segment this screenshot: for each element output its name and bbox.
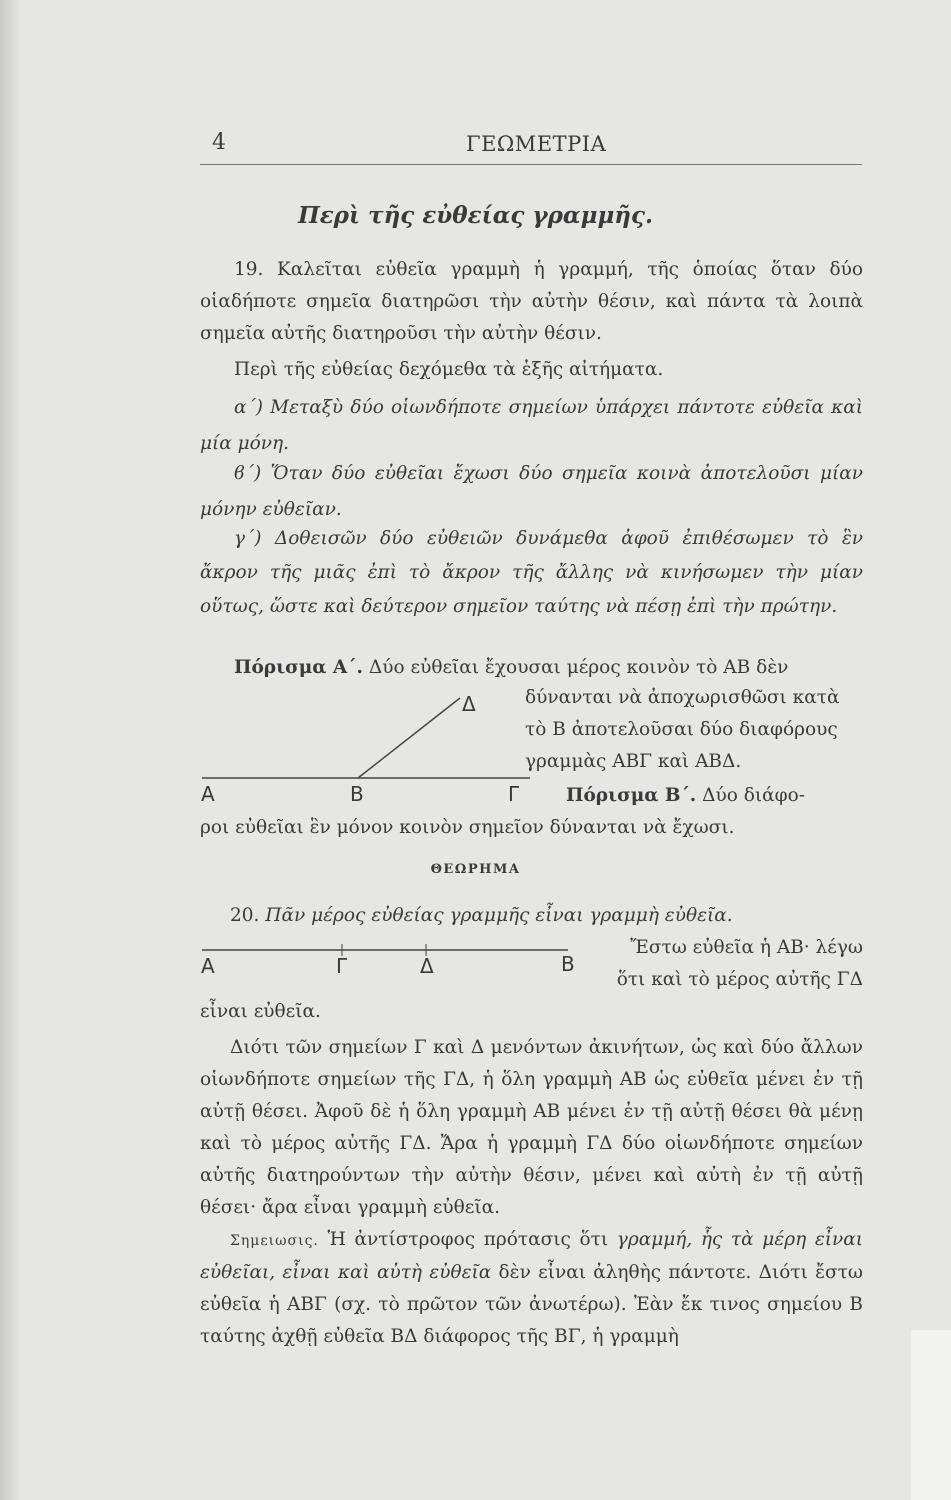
proof-paragraph: Διότι τῶν σημείων Γ καὶ Δ μενόντων ἀκινήτων, ὡς καὶ δύο ἄλλων οἱωνδήποτε σημείων τῆς ΓΔ, ἡ ὅλη γραμμὴ ΑΒ ὡς εὐθεῖα μένει ἐν τῇ αὐτῇ θέσει. Ἀφοῦ δὲ ἡ ὅλη γραμμὴ ΑΒ μένει ἐν τῇ αὐτῇ θέσει θὰ μένῃ καὶ τὸ μέρος αὐτῆς ΓΔ. Ἄρα ἡ γραμμὴ ΓΔ δύο οἱωνδήποτε σημείων αὐτῆς διατηρούντων τὴν αὐτὴν θέσιν, μένει καὶ αὐτὴ ἐν τῇ αὐτῇ θέσει· ἄρα εἶναι γραμμὴ εὐθεῖα. [200,1037,863,1218]
postulates-intro: Περὶ τῆς εὐθείας δεχόμεθα τὰ ἑξῆς αἰτήματα. [234,359,664,380]
figure-1-line-bd [358,698,460,778]
remark-text-a: Ἡ ἀντίστροφος πρότασις ὅτι [327,1229,609,1250]
remark-text-c: δὲν εἶναι ἀληθὴς πάντοτε. Διότι ἔστω εὐθεῖα ἡ ΑΒΓ (σχ. τὸ πρῶτον τῶν ἀνωτέρω). Ἐὰν ἔκ τινος σημείου Β ταύτης ἀχθῇ εὐθεῖα ΒΔ διάφορος τῆς ΒΓ, ἡ γραμμὴ [200,1262,863,1347]
figure-1-label-d: Δ [462,692,476,716]
corollary-b-text1: Δύο διάφο- [702,785,805,806]
remark-label: Σημειωσις. [230,1233,319,1249]
paragraph-19: 19. Καλεῖται εὐθεῖα γραμμὴ ἡ γραμμή, τῆς ὁποίας ὅταν δύο οἱαδήποτε σημεῖα διατηρῶσι τὴν αὐτὴν θέσιν, καὶ πάντα τὰ λοιπὰ σημεῖα αὐτῆς διατηροῦσι τὴν αὐτὴν θέσιν. [200,259,863,344]
postulate-b: ϐ΄) Ὅταν δύο εὐθεῖαι ἔχωσι δύο σημεῖα κοινὰ ἀποτελοῦσι μίαν μόνην εὐθεῖαν. [200,463,863,520]
postulate-a: α΄) Μεταξὺ δύο οἱωνδήποτε σημείων ὑπάρχει πάντοτε εὐθεῖα καὶ μία μόνη. [200,397,863,454]
figure-2-label-a: Α [201,954,215,978]
theorem-heading: ΘΕΩΡΗΜΑ [430,862,521,877]
running-title: ΓΕΩΜΕΤΡΙΑ [466,132,607,156]
figure-1-label-g: Γ [508,782,520,806]
corollary-a-line2: δύνανται νὰ ἀποχωρισθῶσι κατὰ [525,687,840,708]
figure-2-label-g: Γ [336,954,348,978]
corollary-a-label: Πόρισμα Α΄. [234,657,363,678]
theorem-20-line3: εἶναι εὐθεῖα. [200,1001,321,1022]
figure-2-label-b: Β [561,952,575,976]
figure-1-label-b: Β [350,782,364,806]
corollary-a-line3: τὸ Β ἀποτελοῦσαι δύο διαφόρους [525,719,838,740]
section-title: Περὶ τῆς εὐθείας γραμμῆς. [297,202,654,229]
theorem-20-number: 20. [230,905,260,926]
remark-text-b: γραμμή, ἧς τὰ μέρη εἶναι εὐθεῖαι, εἶναι καὶ αὐτὴ εὐθεῖα [200,1229,863,1283]
theorem-20-statement [200,900,863,932]
theorem-20-text: Πᾶν μέρος εὐθείας γραμμῆς εἶναι γραμμὴ εὐθεῖα. [265,905,733,926]
theorem-20-line1: Ἔστω εὐθεῖα ἡ ΑΒ· λέγω [630,937,863,958]
theorem-20-line2: ὅτι καὶ τὸ μέρος αὐτῆς ΓΔ [616,969,863,990]
figure-2-label-d: Δ [420,954,434,978]
postulate-c: γ΄) Δοθεισῶν δύο εὐθειῶν δυνάμεθα ἀφοῦ ἐπιθέσωμεν τὸ ἓν ἄκρον τῆς μιᾶς ἐπὶ τὸ ἄκρον τῆς ἄλλης νὰ κινήσωμεν τὴν μίαν οὕτως, ὥστε καὶ δεύτερον σημεῖον ταύτης νὰ πέσῃ ἐπὶ τὴν πρώτην. [200,528,863,617]
corollary-b-line1 [566,780,863,812]
corollary-a-text: Δύο εὐθεῖαι ἔχουσαι μέρος κοινὸν τὸ ΑΒ δὲν [368,657,789,678]
corollary-b-label: Πόρισμα Β΄. [566,785,697,806]
page-number: 4 [212,130,226,155]
corollary-a-line4: γραμμὰς ΑΒΓ καὶ ΑΒΔ. [525,751,742,772]
corollary-b-line2: ροι εὐθεῖαι ἓν μόνον κοινὸν σημεῖον δύνανται νὰ ἔχωσι. [200,817,735,838]
remark-paragraph [200,1224,863,1353]
figure-1-label-a: Α [201,782,215,806]
